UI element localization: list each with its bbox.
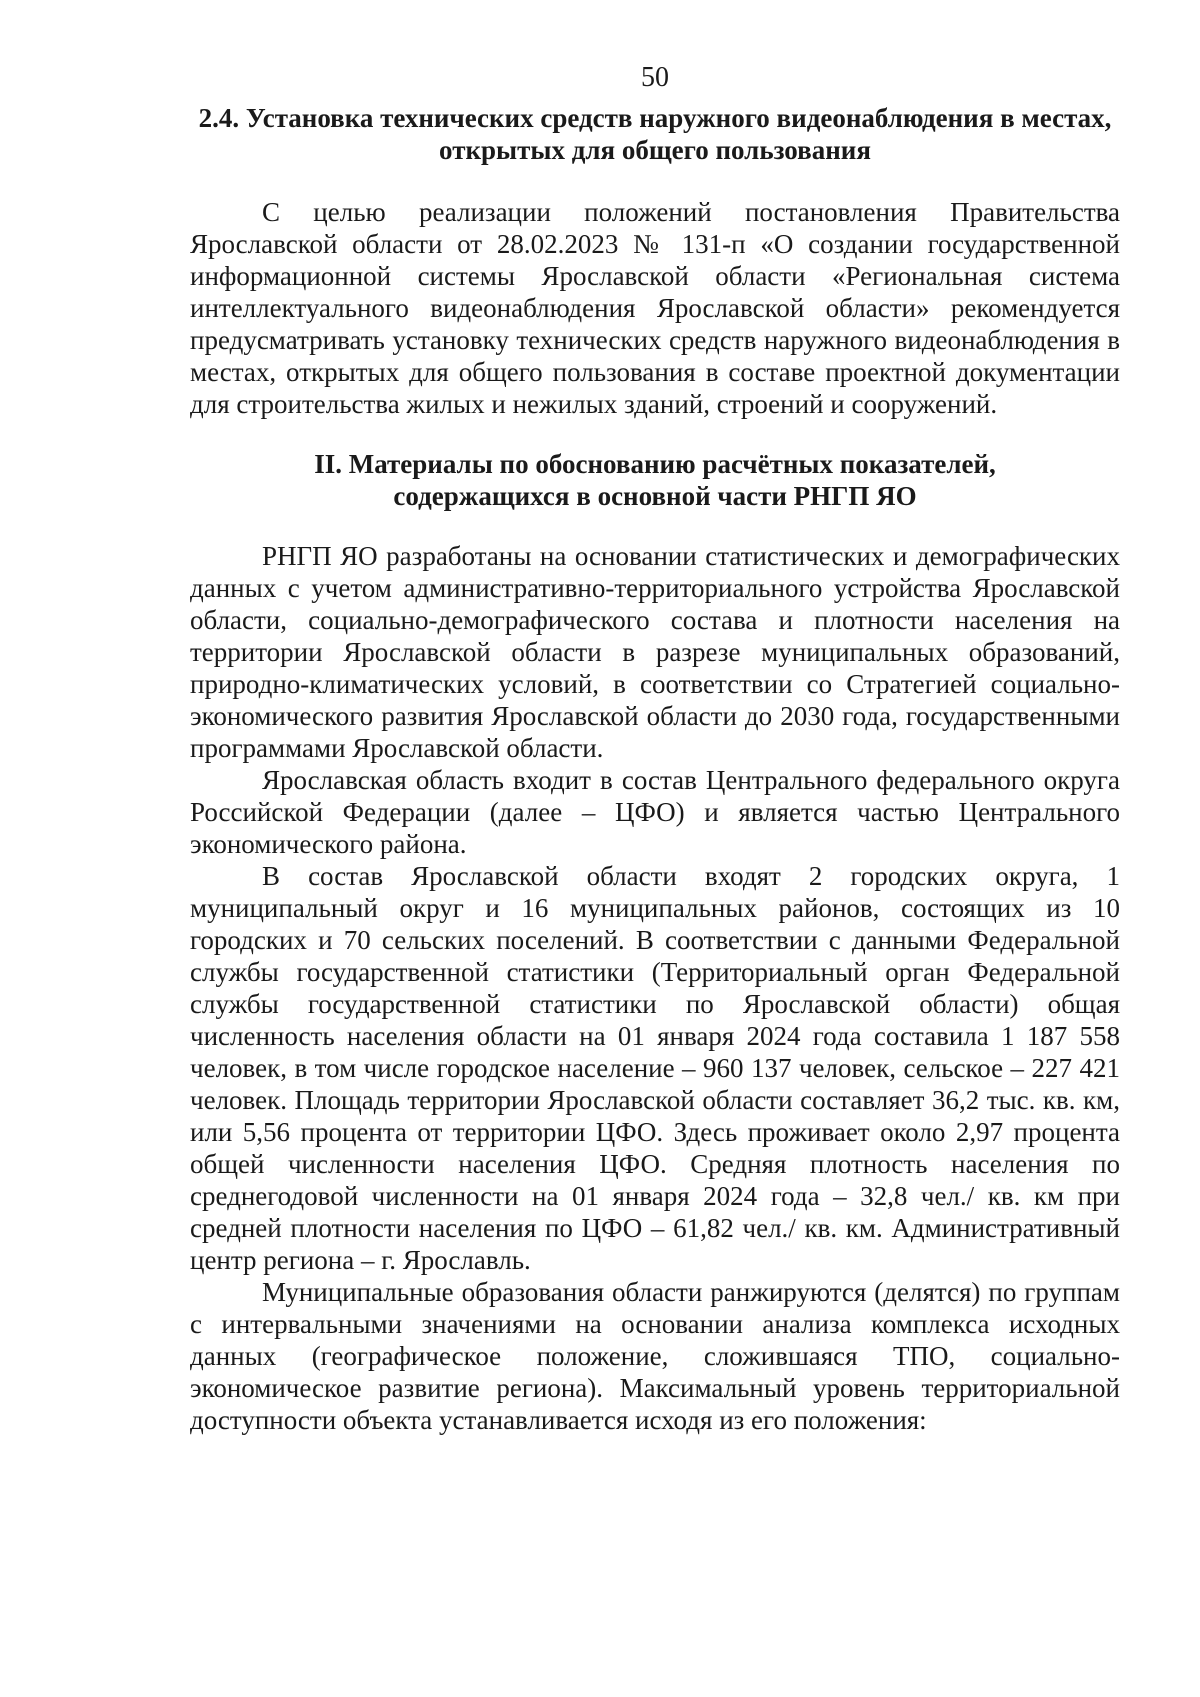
- section-2-4-heading-line2: открытых для общего пользования: [439, 135, 871, 165]
- section-2-4-heading-line1: 2.4. Установка технических средств наружного видеонаблюдения в местах,: [198, 103, 1112, 133]
- section-2-4-heading: [190, 102, 1120, 166]
- section-2-4-paragraph: С целью реализации положений постановления Правительства Ярославской области от 28.02.2023 № 131-п «О создании государственной информационной системы Ярославской области «Региональная система интеллектуального видеонаблюдения Ярославской области» рекомендуется предусматривать установку технических средств наружного видеонаблюдения в местах, открытых для общего пользования в составе проектной документации для строительства жилых и нежилых зданий, строений и сооружений.: [190, 197, 1120, 419]
- section-II-paragraph-4: Муниципальные образования области ранжируются (делятся) по группам с интервальными значениями на основании анализа комплекса исходных данных (географическое положение, сложившаяся ТПО, социально-экономическое развитие региона). Максимальный уровень территориальной доступности объекта устанавливается исходя из его положения:: [190, 1277, 1120, 1435]
- section-II-heading: [190, 448, 1120, 512]
- section-II-heading-line2: содержащихся в основной части РНГП ЯО: [393, 481, 917, 511]
- section-II-paragraph-3: В состав Ярославской области входят 2 городских округа, 1 муниципальный округ и 16 муниципальных районов, состоящих из 10 городских и 70 сельских поселений. В соответствии с данными Федеральной службы государственной статистики (Территориальный орган Федеральной службы государственной статистики по Ярославской области) общая численность населения области на 01 января 2024 года составила 1 187 558 человек, в том числе городское население – 960 137 человек, сельское – 227 421 человек. Площадь территории Ярославской области составляет 36,2 тыс. кв. км, или 5,56 процента от территории ЦФО. Здесь проживает около 2,97 процента общей численности населения ЦФО. Средняя плотность населения по среднегодовой численности на 01 января 2024 года – 32,8 чел./ кв. км при средней плотности населения по ЦФО – 61,82 чел./ кв. км. Административный центр региона – г. Ярославль.: [190, 861, 1120, 1275]
- section-II-paragraph-1: РНГП ЯО разработаны на основании статистических и демографических данных с учетом административно-территориального устройства Ярославской области, социально-демографического состава и плотности населения на территории Ярославской области в разрезе муниципальных образований, природно-климатических условий, в соответствии со Стратегией социально-экономического развития Ярославской области до 2030 года, государственными программами Ярославской области.: [190, 541, 1120, 763]
- page-number: 50: [641, 62, 669, 93]
- section-II-heading-line1: II. Материалы по обоснованию расчётных показателей,: [314, 449, 996, 479]
- section-II-paragraph-2: Ярославская область входит в состав Центрального федерального округа Российской Федерации (далее – ЦФО) и является частью Центрального экономического района.: [190, 765, 1120, 859]
- document-page: [190, 62, 1120, 1436]
